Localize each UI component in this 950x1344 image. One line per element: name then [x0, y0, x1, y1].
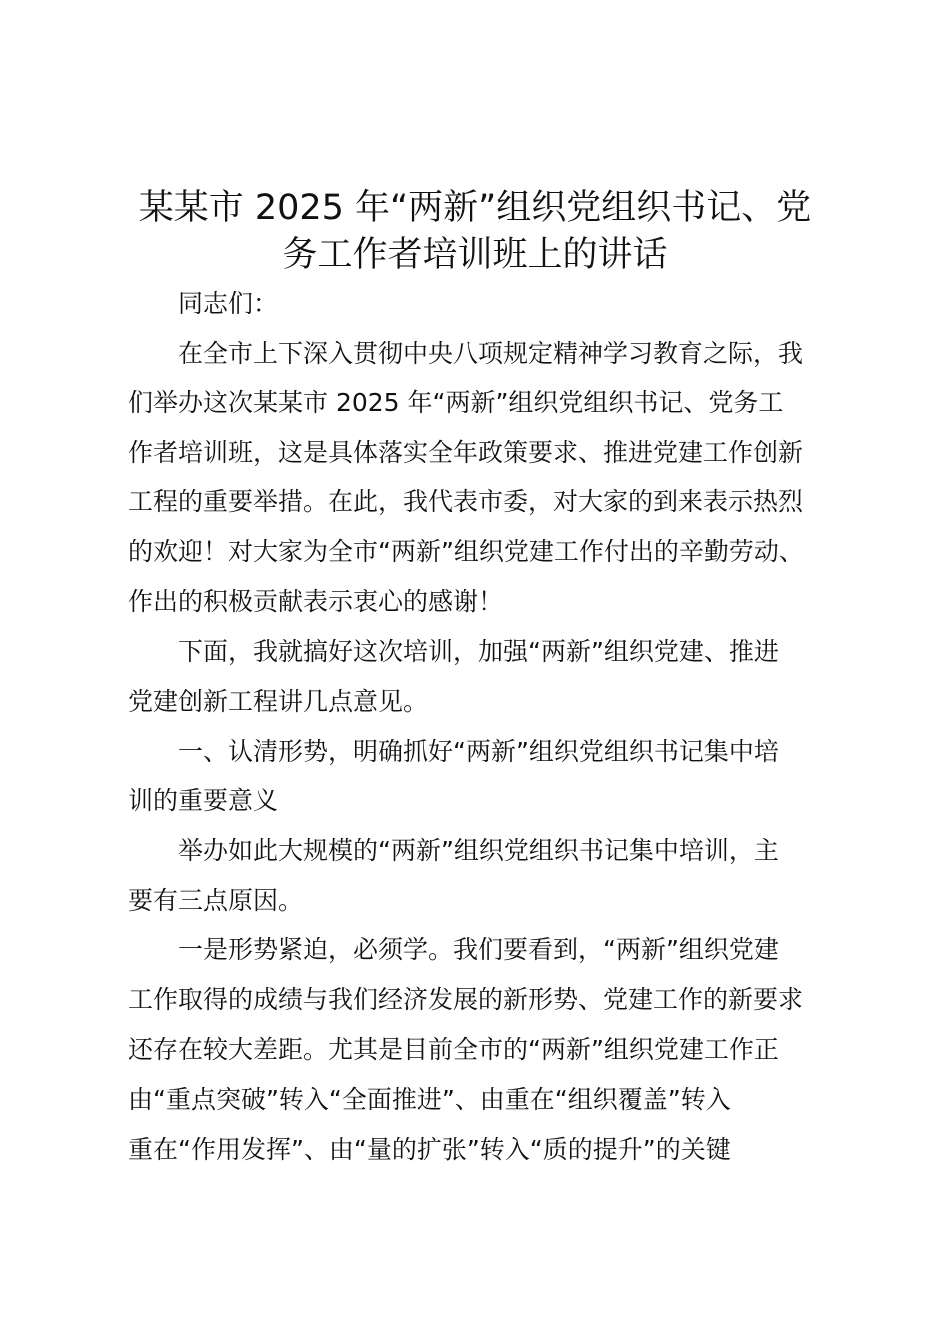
- paragraph-line: 一是形势紧迫，必须学。我们要看到，“两新”组织党建: [178, 935, 779, 964]
- paragraph-line: 下面，我就搞好这次培训，加强“两新”组织党建、推进: [178, 637, 779, 666]
- paragraph-line: 重在“作用发挥”、由“量的扩张”转入“质的提升”的关键: [128, 1135, 731, 1164]
- salutation: 同志们：: [178, 289, 279, 318]
- paragraph-line: 作者培训班，这是具体落实全年政策要求、推进党建工作创新: [128, 438, 804, 467]
- paragraph-line: 工作取得的成绩与我们经济发展的新形势、党建工作的新要求: [128, 985, 804, 1014]
- paragraph-line: 们举办这次某某市 2025 年“两新”组织党组织书记、党务工: [128, 388, 784, 417]
- paragraph-line: 的欢迎！对大家为全市“两新”组织党建工作付出的辛勤劳动、: [128, 537, 804, 566]
- document-title-line-2: 务工作者培训班上的讲话: [282, 235, 668, 275]
- document-title-line-1: 某某市 2025 年“两新”组织党组织书记、党: [138, 188, 812, 228]
- paragraph-line: 在全市上下深入贯彻中央八项规定精神学习教育之际，我: [178, 339, 804, 368]
- paragraph-line: 党建创新工程讲几点意见。: [128, 687, 429, 716]
- paragraph-line: 工程的重要举措。在此，我代表市委，对大家的到来表示热烈: [128, 487, 804, 516]
- paragraph-line: 还存在较大差距。尤其是目前全市的“两新”组织党建工作正: [128, 1035, 779, 1064]
- section-heading-line: 一、认清形势，明确抓好“两新”组织党组织书记集中培: [178, 737, 779, 766]
- section-heading-line: 训的重要意义: [128, 786, 279, 815]
- paragraph-line: 要有三点原因。: [128, 886, 304, 915]
- paragraph-line: 举办如此大规模的“两新”组织党组织书记集中培训，主: [178, 836, 779, 865]
- paragraph-line: 由“重点突破”转入“全面推进”、由重在“组织覆盖”转入: [128, 1085, 731, 1114]
- paragraph-line: 作出的积极贡献表示衷心的感谢！: [128, 587, 504, 616]
